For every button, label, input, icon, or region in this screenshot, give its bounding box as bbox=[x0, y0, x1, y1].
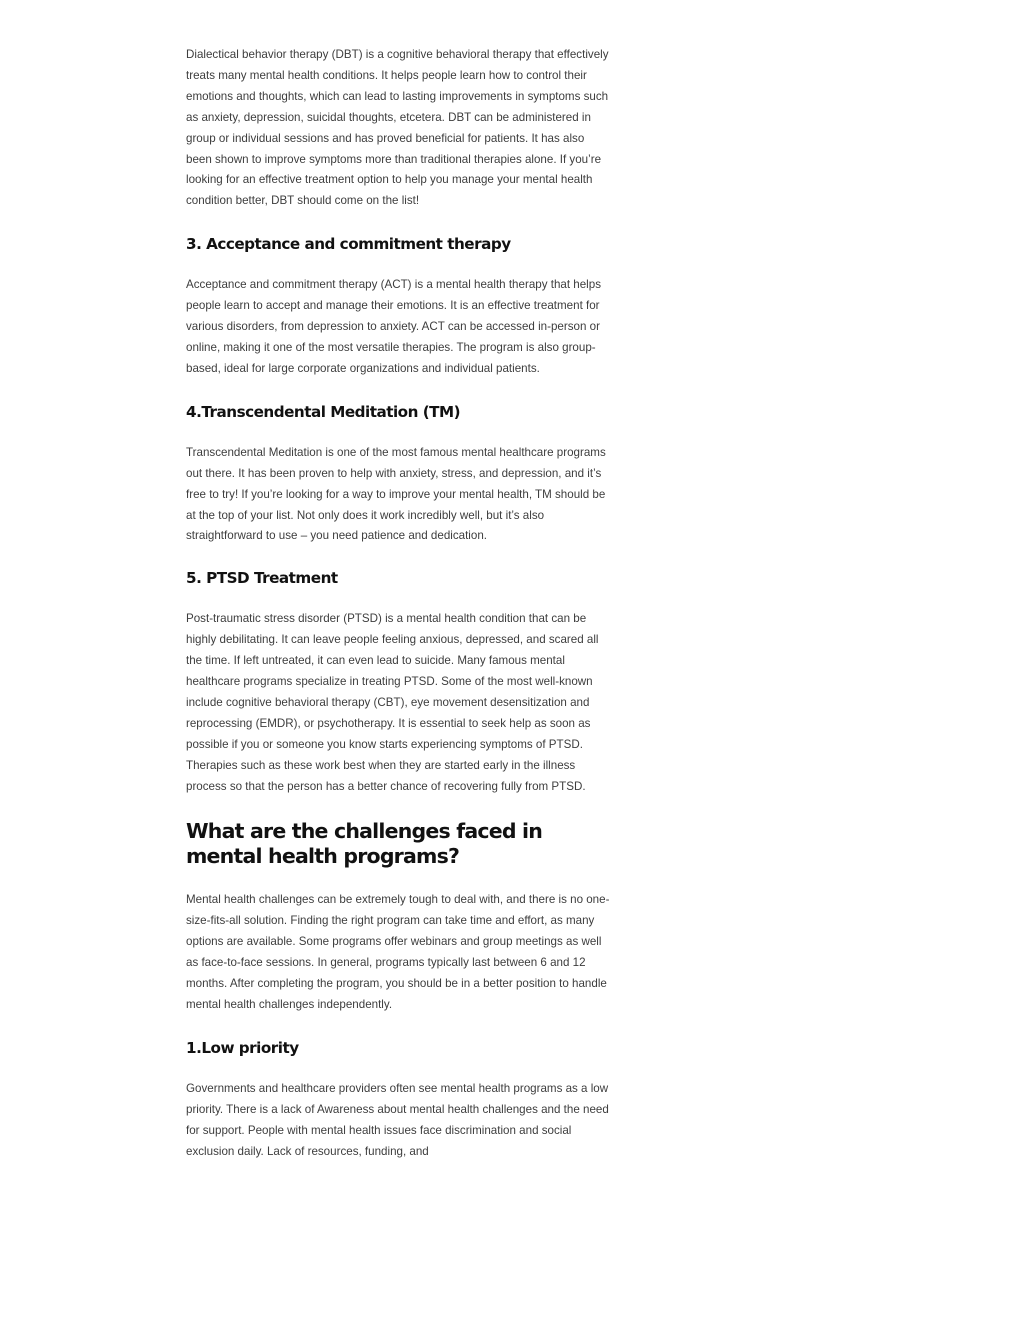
article-body bbox=[186, 45, 610, 1163]
challenges-heading: What are the challenges faced in mental health programs? bbox=[186, 819, 543, 869]
ptsd-heading: 5. PTSD Treatment bbox=[186, 569, 338, 588]
tm-heading: 4.Transcendental Meditation (TM) bbox=[186, 402, 461, 421]
low-priority-paragraph: Governments and healthcare providers often see mental health programs as a low priority. There is a lack of Awareness about mental health challenges and the need for support. People with mental health issues face discrimination and social exclusion daily. Lack of resources, funding, and bbox=[186, 1081, 609, 1158]
low-priority-heading: 1.Low priority bbox=[186, 1038, 299, 1057]
act-heading: 3. Acceptance and commitment therapy bbox=[186, 235, 511, 254]
tm-paragraph: Transcendental Meditation is one of the most famous mental healthcare programs out there. It has been proven to help with anxiety, stress, and depression, and it’s free to try! If you’re looking for a way to improve your mental health, TM should be at the top of your list. Not only does it work incredibly well, but it’s also straightforward to use – you need patience and dedication. bbox=[186, 445, 606, 543]
challenges-paragraph: Mental health challenges can be extremely tough to deal with, and there is no one-size-fits-all solution. Finding the right program can take time and effort, as many options are available. Some programs offer webinars and group meetings as well as face-to-face sessions. In general, programs typically last between 6 and 12 months. After completing the program, you should be in a better position to handle mental health challenges independently. bbox=[186, 893, 610, 1011]
dbt-paragraph: Dialectical behavior therapy (DBT) is a cognitive behavioral therapy that effectively treats many mental health conditions. It helps people learn how to control their emotions and thoughts, which can lead to lasting improvements in symptoms such as anxiety, depression, suicidal thoughts, etcetera. DBT can be administered in group or individual sessions and has proved beneficial for patients. It has also been shown to improve symptoms more than traditional therapies alone. If you’re looking for an effective treatment option to help you manage your mental health condition better, DBT should come on the list! bbox=[186, 48, 609, 208]
ptsd-paragraph: Post-traumatic stress disorder (PTSD) is a mental health condition that can be highly debilitating. It can leave people feeling anxious, depressed, and scared all the time. If left untreated, it can even lead to suicide. Many famous mental healthcare programs specialize in treating PTSD. Some of the most well-known include cognitive behavioral therapy (CBT), eye movement desensitization and reprocessing (EMDR), or psychotherapy. It is essential to seek help as soon as possible if you or someone you know starts experiencing symptoms of PTSD. Therapies such as these work best when they are started early in the illness process so that the person has a better chance of recovering fully from PTSD. bbox=[186, 612, 599, 793]
act-paragraph: Acceptance and commitment therapy (ACT) is a mental health therapy that helps people learn to accept and manage their emotions. It is an effective treatment for various disorders, from depression to anxiety. ACT can be accessed in-person or online, making it one of the most versatile therapies. The program is also group-based, ideal for large corporate organizations and individual patients. bbox=[186, 278, 602, 375]
